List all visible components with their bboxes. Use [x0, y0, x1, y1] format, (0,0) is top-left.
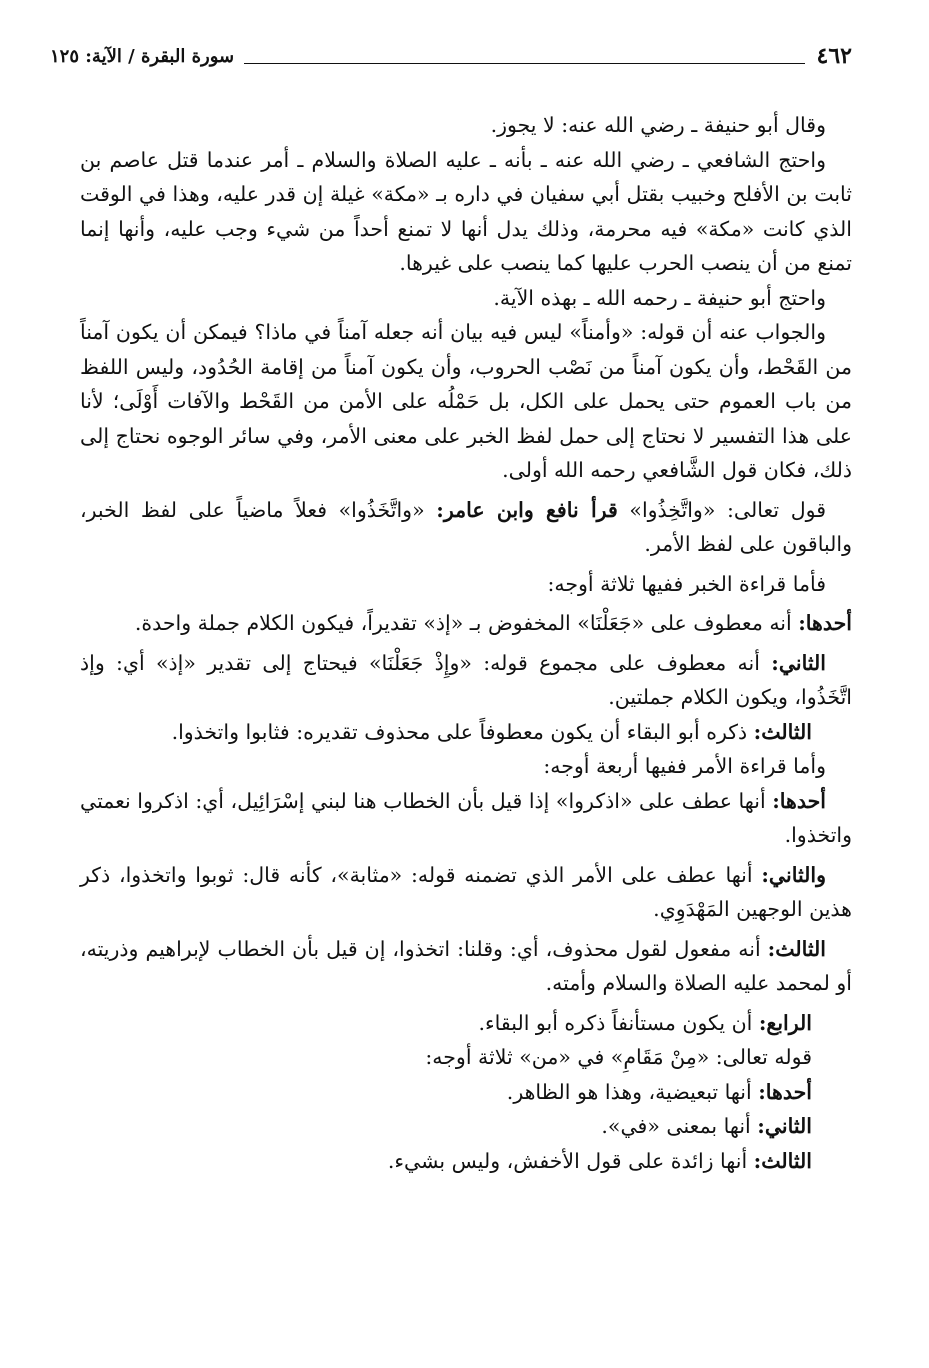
- running-title: سورة البقرة / الآية: ١٢٥: [50, 45, 235, 67]
- paragraph: [80, 1075, 852, 1110]
- paragraph: [80, 1040, 852, 1075]
- paragraph: [80, 1109, 852, 1144]
- bold-lead: الثاني:: [771, 650, 826, 675]
- paragraph: [80, 1144, 852, 1179]
- bold-lead: الرابع:: [758, 1010, 812, 1035]
- bold-lead: الثاني:: [757, 1114, 812, 1138]
- paragraph-text: ذكره أبو البقاء أن يكون معطوفاً على محذوف تقديره: فثابوا واتخذوا.: [171, 719, 754, 744]
- paragraph-text: أنها زائدة على قول الأخفش، وليس بشيء.: [387, 1148, 754, 1173]
- paragraph: [80, 858, 852, 927]
- paragraph: [80, 143, 852, 281]
- paragraph-text: قوله تعالى: «مِنْ مَقَامِ» في «من» ثلاثة أوجه:: [425, 1045, 812, 1069]
- paragraph: [80, 606, 852, 641]
- page-header: [50, 36, 852, 76]
- paragraph: [80, 715, 852, 750]
- bold-lead: أحدها:: [798, 611, 852, 635]
- paragraph-text: واحتج الشافعي ـ رضي الله عنه ـ بأنه ـ عليه الصلاة والسلام ـ أمر عندما قتل عاصم بن ثابت بن الأفلح وخبيب بقتل أبي سفيان في داره بـ «مكة» غيلة إن قدر عليه، وهذا في الوقت الذي كانت «مكة» فيه محرمة، وذلك يدل أنها لا تمنع أحداً من شيء وجب عليه، وأنها إنما تمنع من أن ينصب الحرب عليها كما ينصب على غيرها.: [80, 147, 852, 275]
- header-rule: [244, 63, 804, 64]
- paragraph-text: قول تعالى: «واتَّخِذُوا»: [617, 497, 827, 522]
- page-body: [80, 108, 852, 1178]
- bold-lead: أحدها:: [758, 1079, 812, 1104]
- paragraph-text: أنها عطف على الأمر الذي تضمنه قوله: «مثابة»، كأنه قال: ثوبوا واتخذوا، ذكر هذين الوجهين المَهْدَوِي.: [80, 862, 852, 921]
- paragraph: [80, 749, 852, 784]
- paragraph: [80, 567, 852, 602]
- paragraph-text: أنه معطوف على «جَعَلْنَا» المخفوض بـ «إذ» تقديراً، فيكون الكلام جملة واحدة.: [134, 611, 799, 635]
- paragraph-text: واحتج أبو حنيفة ـ رحمه الله ـ بهذه الآية.: [493, 285, 826, 310]
- paragraph: [80, 315, 852, 488]
- paragraph-text: أنه مفعول لقول محذوف، أي: وقلنا: اتخذوا، إن قيل بأن الخطاب لإبراهيم وذريته، أو لمحمد عليه الصلاة والسلام وأمته.: [80, 936, 852, 995]
- paragraph-text: والجواب عنه أن قوله: «وأمناً» ليس فيه بيان أنه جعله آمناً في ماذا؟ فيمكن أن يكون آمناً من القَحْط، وأن يكون آمناً من نَصْب الحروب، وأن يكون آمناً من إقامة الحُدُود، وليس اللفظ من باب العموم حتى يحمل على الكل، بل حَمْلُه على الأمن من القَحْط والآفات أَوْلَى؛ لأنا على هذا التفسير لا نحتاج إلى حمل لفظ الخبر على معنى الأمر، وفي سائر الوجوه نحتاج إلى ذلك، فكان قول الشَّافعي رحمه الله أولى.: [80, 320, 852, 482]
- paragraph-text: وأما قراءة الأمر ففيها أربعة أوجه:: [543, 754, 826, 778]
- paragraph: [80, 646, 852, 715]
- bold-lead: والثاني:: [761, 862, 826, 887]
- paragraph: [80, 108, 852, 143]
- paragraph: [80, 784, 852, 853]
- paragraph-text: «واتَّخَذُوا» فعلاً ماضياً على لفظ الخبر، والباقون على لفظ الأمر.: [80, 497, 852, 556]
- paragraph: [80, 932, 852, 1001]
- paragraph-text: فأما قراءة الخبر ففيها ثلاثة أوجه:: [547, 571, 826, 596]
- paragraph: [80, 281, 852, 316]
- paragraph-text: أنها عطف على «اذكروا» إذا قيل بأن الخطاب هنا لبني إسْرَائِيل، أي: اذكروا نعمتي واتخذوا.: [80, 788, 852, 847]
- bold-lead: الثالث:: [753, 1148, 812, 1173]
- paragraph-text: وقال أبو حنيفة ـ رضي الله عنه: لا يجوز.: [490, 113, 826, 137]
- paragraph: [80, 493, 852, 562]
- bold-phrase: قرأ نافع وابن عامر:: [436, 497, 618, 522]
- paragraph-text: أن يكون مستأنفاً ذكره أبو البقاء.: [478, 1010, 759, 1035]
- bold-lead: الثالث:: [753, 719, 812, 744]
- paragraph-text: أنه معطوف على مجموع قوله: «وإِذْ جَعَلْنَا» فيحتاج إلى تقدير «إذ» أي: وإذ اتَّخَذُوا، ويكون الكلام جملتين.: [80, 650, 852, 709]
- paragraph-text: أنها تبعيضية، وهذا هو الظاهر.: [506, 1079, 759, 1104]
- bold-lead: أحدها:: [772, 788, 826, 813]
- paragraph: [80, 1006, 852, 1041]
- bold-lead: الثالث:: [767, 936, 826, 961]
- paragraph-text: أنها بمعنى «في».: [601, 1114, 758, 1138]
- page-number: ٤٦٢: [816, 43, 852, 69]
